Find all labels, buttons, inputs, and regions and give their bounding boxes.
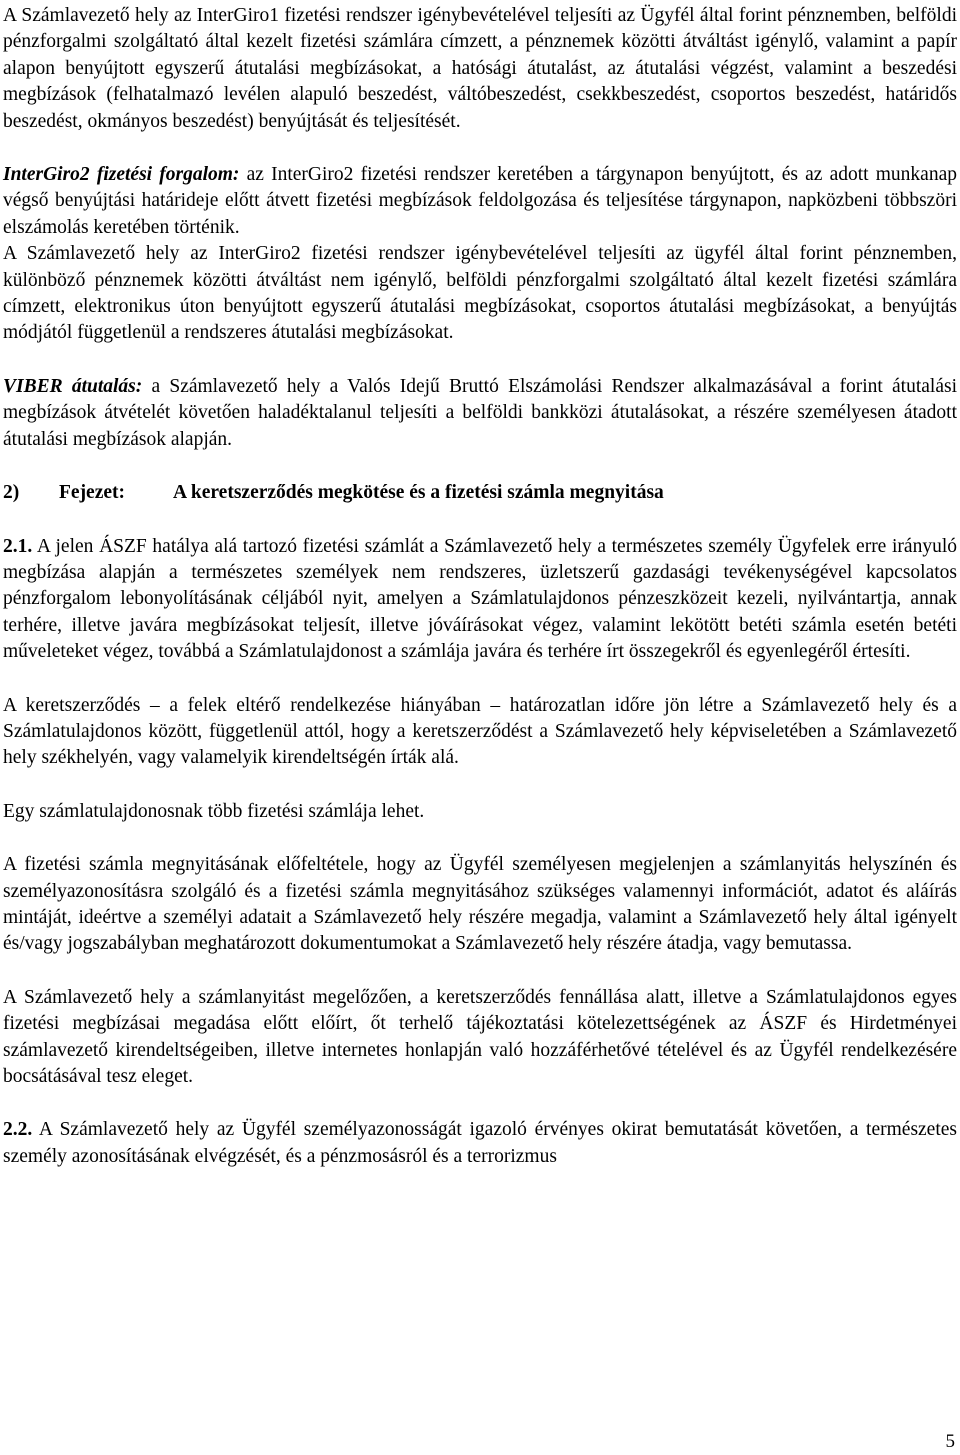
paragraph-intergiro2-definition bbox=[3, 162, 957, 241]
paragraph-intergiro2-usage: A Számlavezető hely az InterGiro2 fizetési rendszer igénybevételével teljesíti az ügyfél által forint pénznemben, különböző pénznemek közötti átváltást nem igénylő, belföldi pénzforgalmi szolgáltató által kezelt fizetési számlára címzett, elektronikus úton benyújtott egyszerű átutalási megbízásokat, csoportos átutalási megbízásokat, a benyújtás módjától függetlenül a rendszeres átutalási megbízásokat. bbox=[3, 243, 957, 344]
section-number-2-2: 2.2. bbox=[3, 1119, 33, 1141]
section-2-2 bbox=[3, 1117, 957, 1170]
chapter-title: A keretszerződés megkötése és a fizetési számla megnyitása bbox=[173, 482, 664, 504]
term-viber: VIBER átutalás: bbox=[3, 375, 143, 397]
definition-viber: a Számlavezető hely a Valós Idejű Bruttó Elszámolási Rendszer alkalmazásával a forint átutalási megbízások átvételét követően haladéktalanul teljesíti a belföldi bankközi átutalásokat, a részére személyesen átadott átutalási megbízások alapján. bbox=[3, 375, 957, 450]
section-2-1 bbox=[3, 534, 957, 666]
paragraph-intergiro1: A Számlavezető hely az InterGiro1 fizetési rendszer igénybevételével teljesíti az Ügyfél által forint pénznemben, belföldi pénzforgalmi szolgáltató által kezelt fizetési számlára címzett, a pénznemek közötti átváltást igénylő, valamint a papír alapon benyújtott egyszerű átutalási megbízásokat, a hatósági átutalást, az átutalási végzést, valamint a beszedési megbízások (felhatalmazó levélen alapuló beszedést, váltóbeszedést, csekkbeszedést, csoportos beszedést, határidős beszedést, okmányos beszedést) benyújtását és teljesítését. bbox=[3, 5, 957, 132]
paragraph-elofeltetel: A fizetési számla megnyitásának előfeltétele, hogy az Ügyfél személyesen megjelenjen a számlanyitás helyszínén és személyazonosításra szolgáló és a fizetési számla megnyitásához szükséges valamennyi információt, adatot és aláírás mintáját, ideértve a személyi adatait a Számlavezető hely részére megadja, valamint a Számlavezető hely által igényelt és/vagy jogszabályban meghatározott dokumentumokat a Számlavezető hely részére átadja, vagy bemutassa. bbox=[3, 854, 957, 955]
document-page bbox=[3, 0, 957, 1455]
paragraph-tajekoztatas: A Számlavezető hely a számlanyitást megelőzően, a keretszerződés fennállása alatt, illetve a Számlatulajdonos egyes fizetési megbízásai megadása előtt előírt, őt terhelő tájékoztatási kötelezettségének az ÁSZF és Hirdetményei számlavezető kirendeltségeiben, illetve internetes honlapján való hozzáférhetővé tételével és az Ügyfél rendelkezésére bocsátásával tesz eleget. bbox=[3, 986, 957, 1087]
definition-intergiro2: az InterGiro2 fizetési rendszer keretében a tárgynapon benyújtott, és az adott munkanap végső benyújtási határideje előtt átvett fizetési megbízások feldolgozása és teljesítése tárgynapon, napközbeni többszöri elszámolás keretében történik. bbox=[3, 164, 957, 238]
section-text-2-1: A jelen ÁSZF hatálya alá tartozó fizetési számlát a Számlavezető hely a természetes személy Ügyfelek erre irányuló megbízása alapján a természetes személyek nem rendszeres, üzletszerű gazdasági tevékenységével kapcsolatos pénzforgalom lebonyolításának céljából nyit, amelyen a Számlatulajdonos pénzeszközeit kezeli, nyilvántartja, annak terhére, illetve javára megbízásokat teljesít, illetve jóváírásokat végez, valamint lekötött betéti számla esetén betéti műveleteket végez, továbbá a Számlatulajdonost a számlája javára és terhére írt összegekről és egyenlegéről értesíti. bbox=[3, 535, 957, 663]
paragraph-keretszerzodes: A keretszerződés – a felek eltérő rendelkezése hiányában – határozatlan időre jön létre a Számlavezető hely és a Számlatulajdonos között, függetlenül attól, hogy a keretszerződést a Számlavezető hely képviseletében a Számlavezető hely székhelyén, vagy valamelyik kirendeltségén írták alá. bbox=[3, 694, 957, 769]
chapter-label: Fejezet: bbox=[59, 482, 126, 504]
chapter-number: 2) bbox=[3, 482, 20, 504]
chapter-heading bbox=[3, 480, 957, 506]
section-number-2-1: 2.1. bbox=[3, 535, 33, 557]
paragraph-viber-definition bbox=[3, 374, 957, 453]
term-intergiro2: InterGiro2 fizetési forgalom: bbox=[3, 164, 240, 186]
paragraph-tobb-szamla: Egy számlatulajdonosnak több fizetési számlája lehet. bbox=[3, 800, 425, 822]
page-number: 5 bbox=[945, 1431, 955, 1452]
section-text-2-2: A Számlavezető hely az Ügyfél személyazonosságát igazoló érvényes okirat bemutatását követően, a természetes személy azonosításának elvégzését, és a pénzmosásról és a terrorizmus bbox=[3, 1119, 957, 1167]
